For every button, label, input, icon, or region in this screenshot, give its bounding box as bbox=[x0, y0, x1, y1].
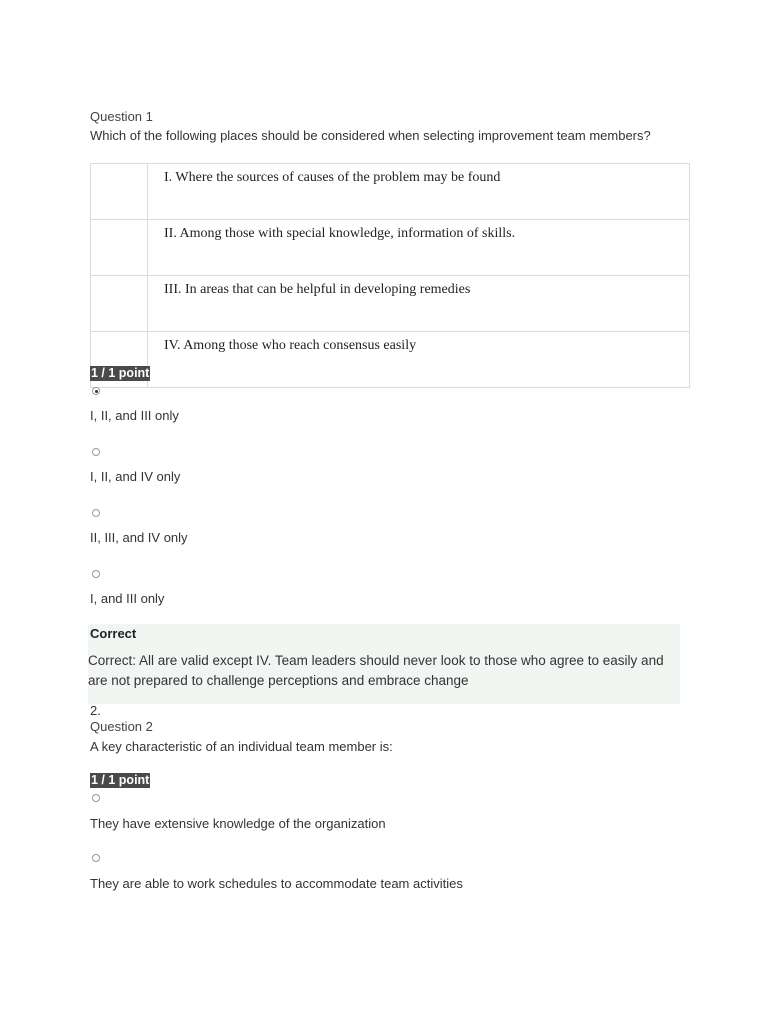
question-1-text: Which of the following places should be considered when selecting improvement team members? bbox=[90, 128, 651, 143]
table-cell-statement: I. Where the sources of causes of the problem may be found bbox=[148, 164, 690, 220]
q2-option-1-radio[interactable] bbox=[92, 794, 100, 802]
q2-option-1-label[interactable]: They have extensive knowledge of the organization bbox=[90, 816, 386, 831]
points-badge: 1 / 1 point bbox=[91, 773, 150, 787]
option-1-label[interactable]: I, II, and III only bbox=[90, 408, 179, 423]
option-2-radio[interactable] bbox=[92, 448, 100, 456]
question-1-title: Question 1 bbox=[90, 109, 153, 124]
question-2-title: Question 2 bbox=[90, 719, 153, 734]
feedback-title: Correct bbox=[90, 626, 137, 641]
table-cell-empty bbox=[91, 164, 148, 220]
option-2-label[interactable]: I, II, and IV only bbox=[90, 469, 181, 484]
option-3-radio[interactable] bbox=[92, 509, 100, 517]
statements-table bbox=[90, 163, 690, 388]
feedback-panel bbox=[88, 624, 680, 704]
table-row bbox=[91, 220, 690, 276]
table-row bbox=[91, 332, 690, 388]
table-cell-statement: II. Among those with special knowledge, information of skills. bbox=[148, 220, 690, 276]
table-cell-empty bbox=[91, 220, 148, 276]
feedback-text: Correct: All are valid except IV. Team leaders should never look to those who agree to easily and are not prepared to challenge perceptions and embrace change bbox=[88, 653, 664, 688]
option-1-radio[interactable] bbox=[92, 387, 100, 395]
q2-option-2-radio[interactable] bbox=[92, 854, 100, 862]
table-cell-empty bbox=[91, 276, 148, 332]
table-cell-statement: IV. Among those who reach consensus easily bbox=[148, 332, 690, 388]
q2-option-2-label[interactable]: They are able to work schedules to accommodate team activities bbox=[90, 876, 463, 891]
question-2-text: A key characteristic of an individual team member is: bbox=[90, 739, 393, 754]
table-row bbox=[91, 164, 690, 220]
table-cell-statement: III. In areas that can be helpful in developing remedies bbox=[148, 276, 690, 332]
points-badge: 1 / 1 point bbox=[91, 366, 150, 380]
table-row bbox=[91, 276, 690, 332]
option-4-radio[interactable] bbox=[92, 570, 100, 578]
question-2-number: 2. bbox=[90, 703, 101, 718]
option-3-label[interactable]: II, III, and IV only bbox=[90, 530, 188, 545]
option-4-label[interactable]: I, and III only bbox=[90, 591, 165, 606]
